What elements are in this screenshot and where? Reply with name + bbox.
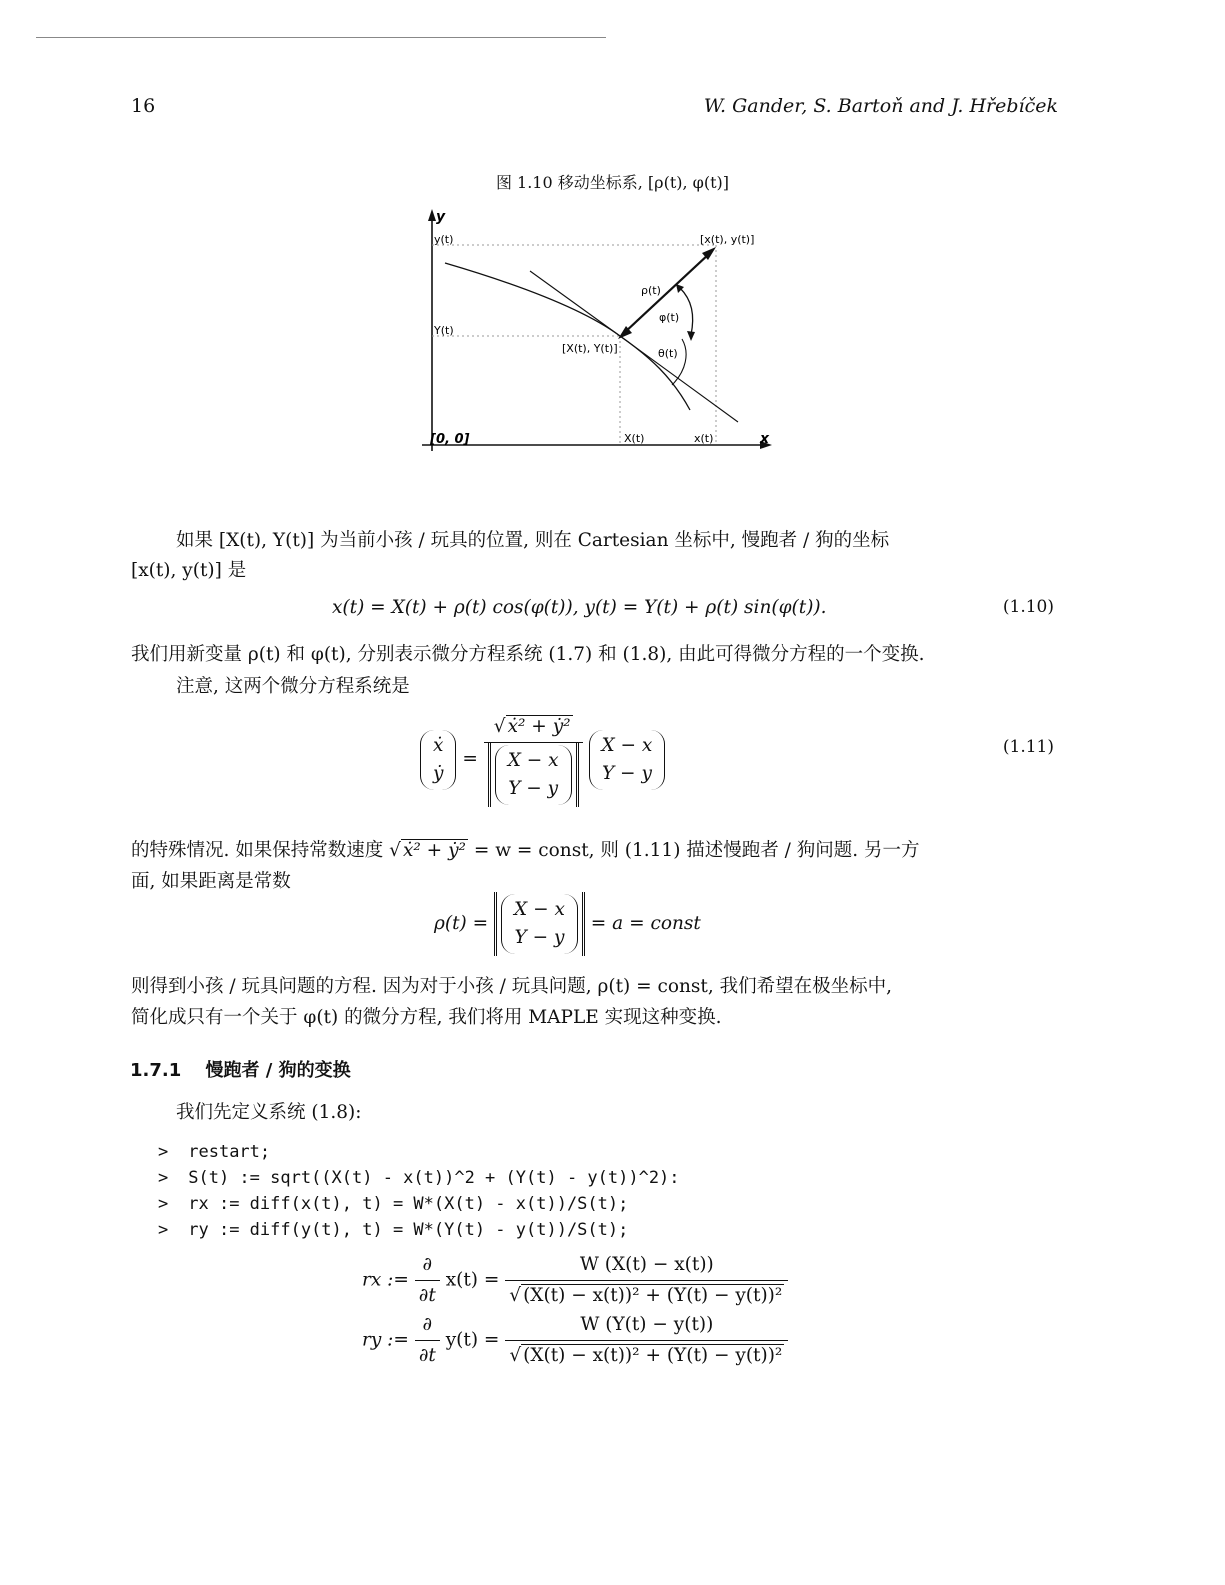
- X-t-label: X(t): [624, 432, 645, 445]
- rho-equation: ρ(t) = X − x Y − y = a = const: [434, 892, 701, 956]
- figure-caption: 图 1.10 移动坐标系, [ρ(t), φ(t)]: [495, 173, 730, 192]
- dog-point-label: [x(t), y(t)]: [700, 233, 755, 246]
- section-intro: 我们先定义系统 (1.8):: [176, 1102, 362, 1123]
- section-number: 1.7.1: [130, 1060, 182, 1081]
- equation-number-1-11: (1.11): [1002, 737, 1054, 757]
- top-rule: [36, 37, 606, 38]
- x-t-label: x(t): [694, 432, 714, 445]
- theta-arc: [672, 339, 686, 385]
- equation-1-11: ẋ ẏ = √ ẋ² + ẏ² X − x Y − y X − x Y − y: [420, 712, 665, 807]
- child-point-label: [X(t), Y(t)]: [562, 342, 618, 355]
- y-axis-label: y: [436, 209, 446, 225]
- phi-label: φ(t): [659, 311, 680, 324]
- y-axis-arrow: [428, 209, 436, 221]
- origin-label: [0, 0]: [430, 432, 470, 447]
- para1-line2: [x(t), y(t)] 是: [131, 560, 247, 581]
- para1-line1: 如果 [X(t), Y(t)] 为当前小孩 / 玩具的位置, 则在 Cartesian 坐标中, 慢跑者 / 狗的坐标: [176, 530, 890, 551]
- maple-input-line: > rx := diff(x(t), t) = W*(X(t) - x(t))/S(t);: [158, 1194, 629, 1214]
- Y-t-label: Y(t): [434, 324, 454, 337]
- phi-arc: [680, 288, 693, 335]
- para5-line2: 简化成只有一个关于 φ(t) 的微分方程, 我们将用 MAPLE 实现这种变换.: [131, 1007, 722, 1028]
- para3: 注意, 这两个微分方程系统是: [176, 676, 410, 697]
- maple-input-line: > S(t) := sqrt((X(t) - x(t))^2 + (Y(t) - y(t))^2):: [158, 1168, 680, 1188]
- para4-line1: 的特殊情况. 如果保持常数速度 √ ẋ² + ẏ² = w = const, 则 (1.11) 描述慢跑者 / 狗问题. 另一方: [131, 840, 920, 861]
- maple-input-line: > ry := diff(y(t), t) = W*(Y(t) - y(t))/S(t);: [158, 1220, 629, 1240]
- para4-line2: 面, 如果距离是常数: [131, 871, 291, 892]
- para2: 我们用新变量 ρ(t) 和 φ(t), 分别表示微分方程系统 (1.7) 和 (1.8), 由此可得微分方程的一个变换.: [131, 644, 925, 665]
- rho-label: ρ(t): [641, 284, 661, 297]
- maple-input-line: > restart;: [158, 1142, 271, 1162]
- section-heading: [130, 1056, 351, 1082]
- maple-output-rx: rx := $\frac{\partial}{\partial t}$ x(t) = $\frac{W (X(t) - x(t))}{\text{√ (X(t) − x(t))² + (Y(t) − y(t))²}}$: [362, 1250, 788, 1311]
- y-t-label: y(t): [434, 233, 454, 246]
- theta-label: θ(t): [658, 347, 678, 360]
- moving-coordinate-figure: [410, 205, 790, 460]
- difference-vector: X − x Y − y: [589, 730, 666, 790]
- running-header-authors: W. Gander, S. Bartoň and J. Hřebíček: [703, 95, 1058, 117]
- equation-number-1-10: (1.10): [1002, 597, 1054, 617]
- para5-line1: 则得到小孩 / 玩具问题的方程. 因为对于小孩 / 玩具问题, ρ(t) = const, 我们希望在极坐标中,: [131, 976, 893, 997]
- maple-output-ry: ry := $\frac{\partial}{\partial t}$ y(t) = $\frac{W (Y(t) - y(t))}{\text{√ (X(t) − x(t))² + (Y(t) − y(t))²}}$: [362, 1310, 788, 1371]
- equation-1-10: x(t) = X(t) + ρ(t) cos(φ(t)), y(t) = Y(t) + ρ(t) sin(φ(t)).: [332, 597, 827, 618]
- x-axis-label: x: [760, 431, 770, 447]
- section-title: 慢跑者 / 狗的变换: [205, 1060, 351, 1081]
- page-number: 16: [131, 95, 156, 117]
- velocity-vector: ẋ ẏ: [420, 730, 456, 790]
